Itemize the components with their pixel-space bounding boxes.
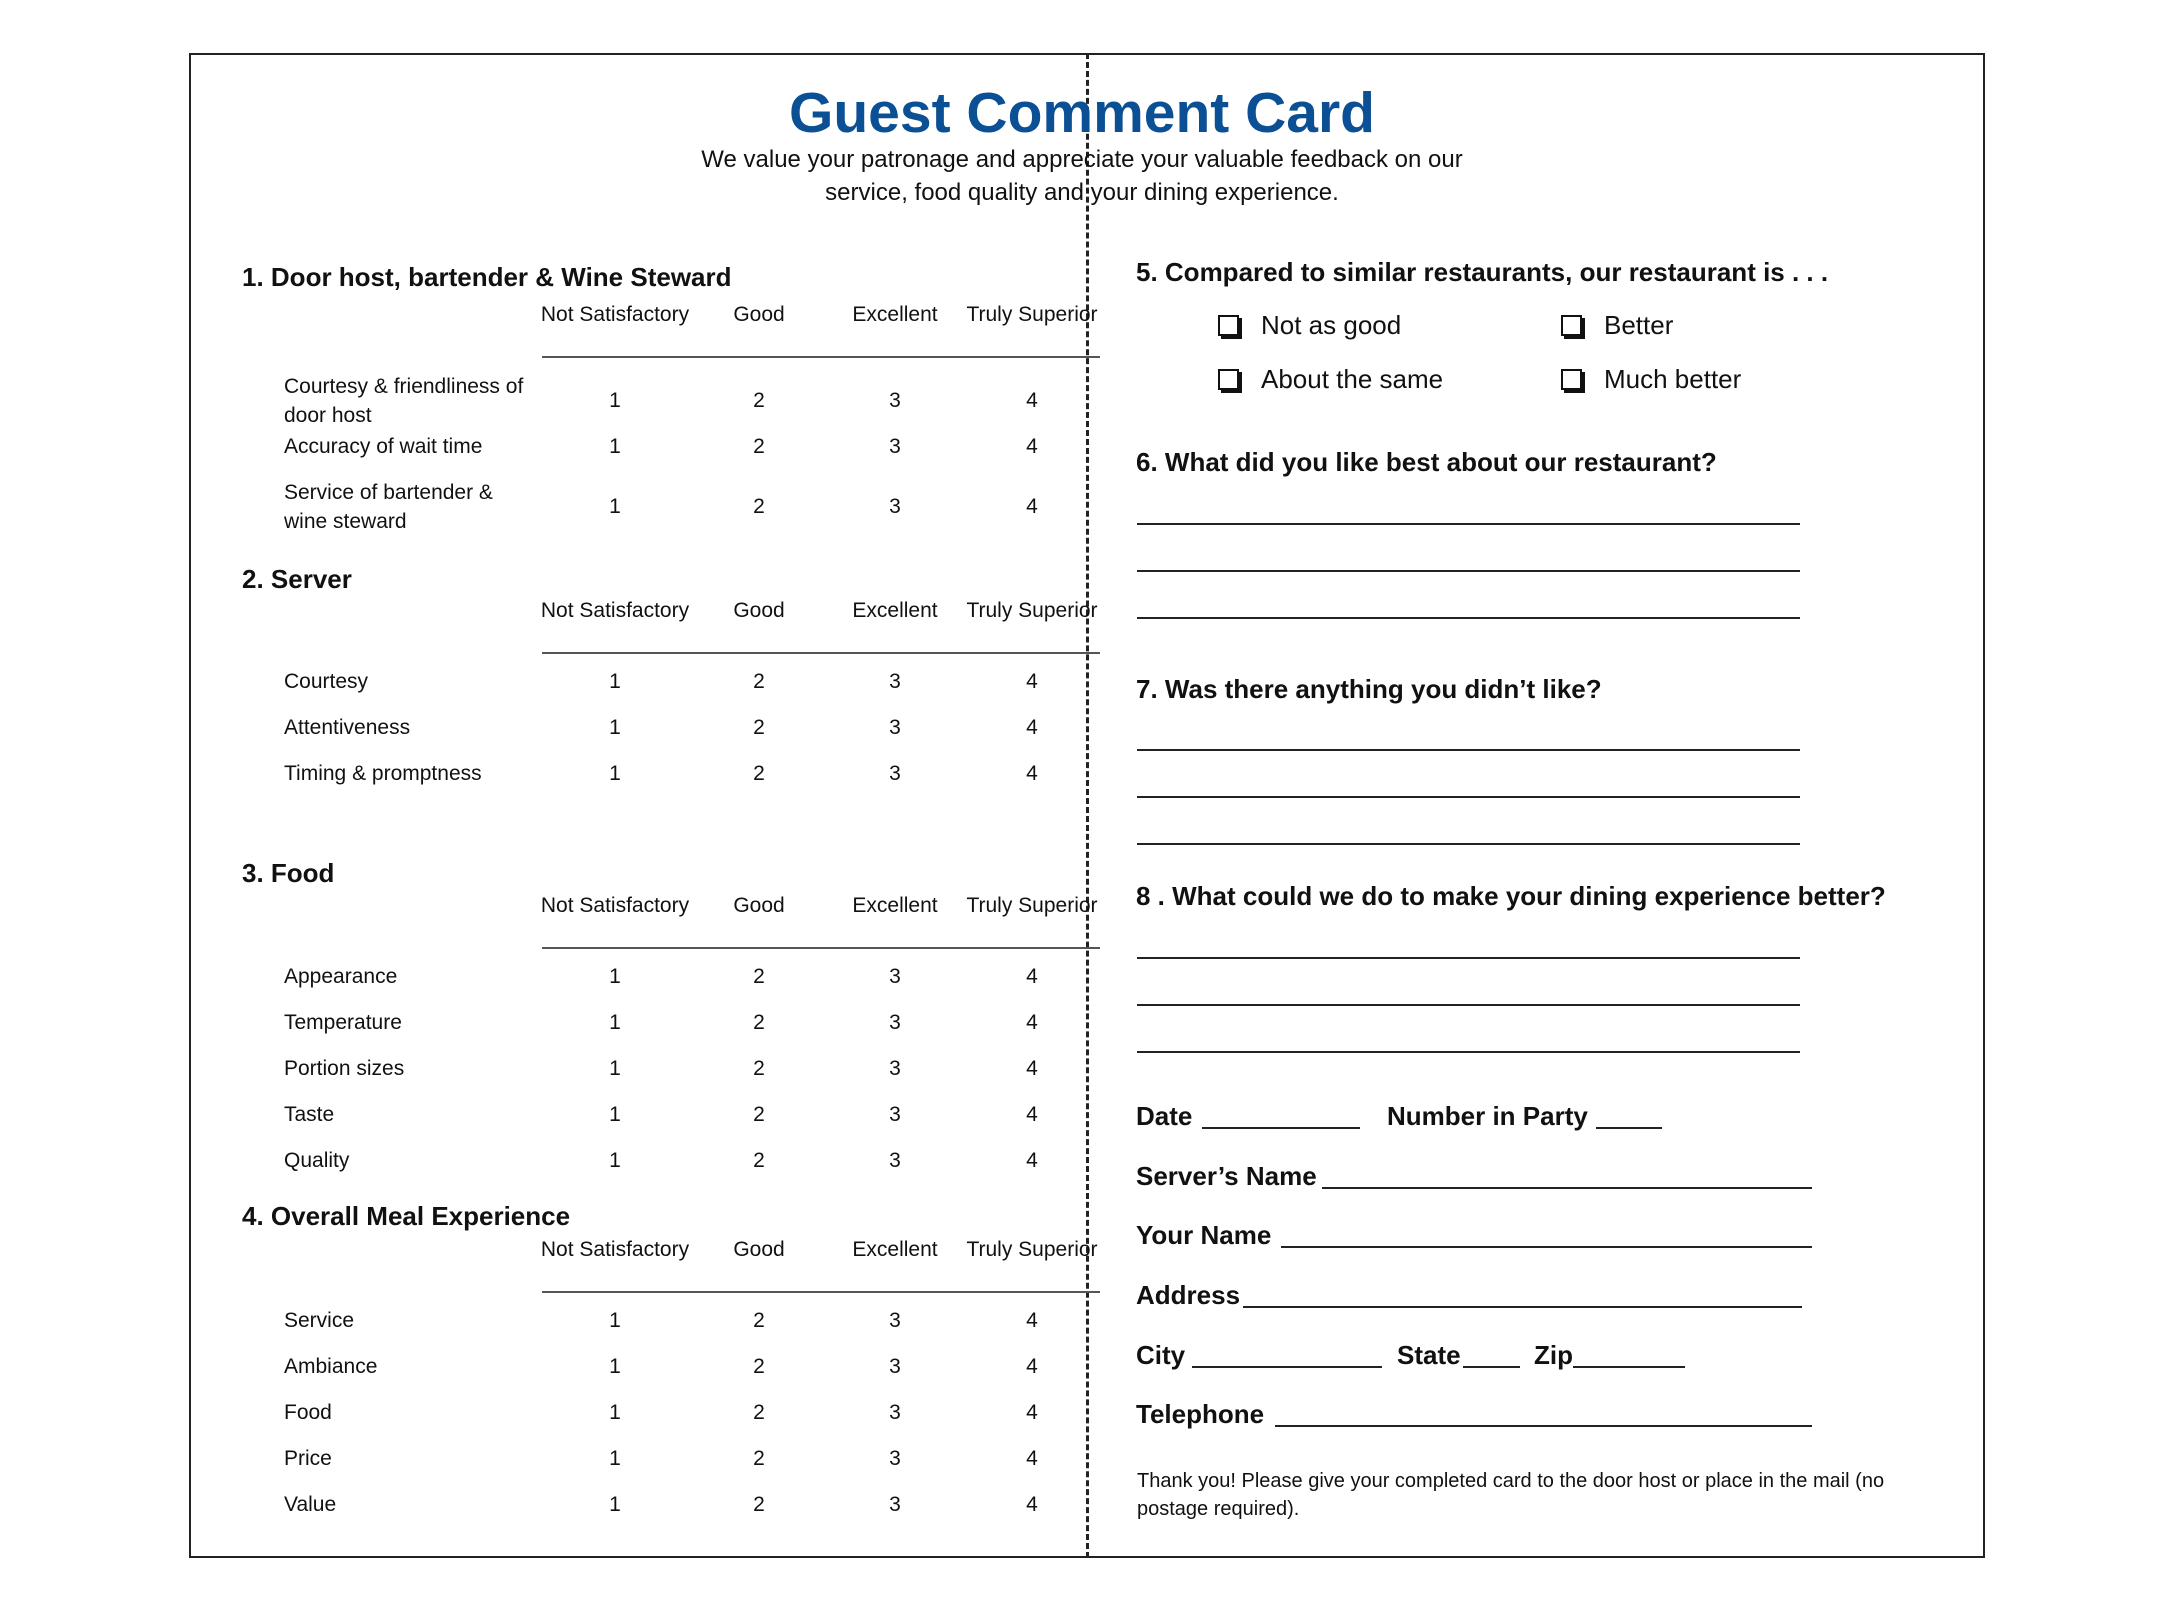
footer-note: Thank you! Please give your completed card to the door host or place in the mail (no postage required). [1137, 1470, 1885, 1520]
rating-item-label: Food [284, 1401, 332, 1424]
rating-option[interactable]: 3 [889, 1309, 901, 1332]
rating-option[interactable]: 4 [1026, 1103, 1038, 1126]
q6-answer-line[interactable] [1137, 570, 1800, 572]
rating-option[interactable]: 4 [1026, 1447, 1038, 1470]
rating-option[interactable]: 2 [753, 716, 765, 739]
card-title: Guest Comment Card [789, 81, 1375, 145]
rating-option[interactable]: 3 [889, 1355, 901, 1378]
header-rule [542, 652, 1100, 654]
rating-option[interactable]: 1 [609, 1355, 621, 1378]
rating-option[interactable]: 2 [753, 389, 765, 412]
rating-option[interactable]: 3 [889, 1447, 901, 1470]
state-label: State [1397, 1340, 1461, 1370]
checkbox-icon[interactable] [1561, 369, 1582, 390]
rating-header: Good [733, 894, 785, 917]
rating-option[interactable]: 3 [889, 716, 901, 739]
rating-option[interactable]: 2 [753, 762, 765, 785]
your-name-label: Your Name [1136, 1220, 1272, 1250]
address-input-line[interactable] [1243, 1306, 1802, 1308]
rating-option[interactable]: 1 [609, 1057, 621, 1080]
rating-header: Excellent [852, 303, 938, 326]
q6-answer-line[interactable] [1137, 617, 1800, 619]
rating-option[interactable]: 4 [1026, 670, 1038, 693]
rating-option[interactable]: 1 [609, 1401, 621, 1424]
rating-item-label: Service [284, 1309, 355, 1332]
rating-option[interactable]: 4 [1026, 1401, 1038, 1424]
rating-option[interactable]: 2 [753, 1493, 765, 1516]
q6-answer-line[interactable] [1137, 523, 1800, 525]
rating-option[interactable]: 4 [1026, 965, 1038, 988]
rating-option[interactable]: 3 [889, 762, 901, 785]
rating-header: Excellent [852, 894, 938, 917]
q5-option-much-better[interactable]: Much better [1561, 363, 1741, 395]
telephone-input-line[interactable] [1275, 1425, 1812, 1427]
rating-header: Excellent [852, 599, 938, 622]
rating-option[interactable]: 3 [889, 1011, 901, 1034]
rating-option[interactable]: 3 [889, 1149, 901, 1172]
card-subtitle: We value your patronage and appreciate your valuable feedback on our service, food quality and your dining experience. [701, 146, 1463, 206]
q7-title: 7. Was there anything you didn’t like? [1136, 674, 1602, 704]
telephone-label: Telephone [1136, 1399, 1265, 1429]
rating-item-label: Price [284, 1447, 332, 1470]
rating-option[interactable]: 3 [889, 1401, 901, 1424]
q8-title: 8 . What could we do to make your dining experience better? [1136, 881, 1886, 911]
rating-option[interactable]: 1 [609, 389, 621, 412]
rating-header: Truly Superior [966, 599, 1098, 622]
rating-option[interactable]: 4 [1026, 1309, 1038, 1332]
rating-item-label: Quality [284, 1149, 350, 1172]
rating-option[interactable]: 3 [889, 1493, 901, 1516]
state-input-line[interactable] [1463, 1366, 1520, 1368]
rating-option[interactable]: 4 [1026, 1011, 1038, 1034]
rating-option[interactable]: 4 [1026, 1355, 1038, 1378]
q5-option-better[interactable]: Better [1561, 309, 1673, 341]
q8-answer-line[interactable] [1137, 957, 1800, 959]
q5-option-not-as-good[interactable]: Not as good [1218, 309, 1401, 341]
rating-option[interactable]: 3 [889, 495, 901, 518]
rating-option[interactable]: 3 [889, 1103, 901, 1126]
q7-answer-line[interactable] [1137, 843, 1800, 845]
rating-item-label: Courtesy [284, 670, 369, 693]
rating-option[interactable]: 1 [609, 1149, 621, 1172]
rating-header: Good [733, 1238, 785, 1261]
rating-option[interactable]: 4 [1026, 1057, 1038, 1080]
checkbox-icon[interactable] [1218, 315, 1239, 336]
rating-item-label: Taste [284, 1103, 335, 1126]
rating-option[interactable]: 1 [609, 670, 621, 693]
rating-header: Truly Superior [966, 303, 1098, 326]
rating-option[interactable]: 2 [753, 670, 765, 693]
rating-option[interactable]: 3 [889, 389, 901, 412]
q8-answer-line[interactable] [1137, 1004, 1800, 1006]
date-input-line[interactable] [1202, 1127, 1360, 1129]
rating-item-label: Temperature [284, 1011, 402, 1034]
rating-option[interactable]: 4 [1026, 762, 1038, 785]
party-label: Number in Party [1387, 1101, 1588, 1131]
rating-item-label: Ambiance [284, 1355, 378, 1378]
rating-header: Excellent [852, 1238, 938, 1261]
q7-answer-line[interactable] [1137, 796, 1800, 798]
rating-option[interactable]: 4 [1026, 716, 1038, 739]
rating-option[interactable]: 1 [609, 1309, 621, 1332]
q7-answer-line[interactable] [1137, 749, 1800, 751]
section-title: 2. Server [242, 564, 352, 594]
rating-header: Not Satisfactory [540, 894, 690, 917]
rating-option[interactable]: 4 [1026, 435, 1038, 458]
rating-header: Truly Superior [966, 894, 1098, 917]
rating-item-label: Accuracy of wait time [284, 435, 483, 458]
rating-option[interactable]: 3 [889, 670, 901, 693]
city-label: City [1136, 1340, 1186, 1370]
rating-option[interactable]: 2 [753, 1057, 765, 1080]
fold-divider [1086, 53, 1089, 1558]
rating-option[interactable]: 2 [753, 1401, 765, 1424]
section-title: 3. Food [242, 858, 335, 888]
section-title: 1. Door host, bartender & Wine Steward [242, 262, 732, 292]
rating-option[interactable]: 4 [1026, 495, 1038, 518]
rating-item-label: Value [284, 1493, 337, 1516]
zip-input-line[interactable] [1573, 1366, 1685, 1368]
rating-option[interactable]: 2 [753, 1355, 765, 1378]
checkbox-icon[interactable] [1561, 315, 1582, 336]
rating-header: Not Satisfactory [540, 303, 690, 326]
rating-option[interactable]: 2 [753, 1103, 765, 1126]
date-label: Date [1136, 1101, 1193, 1131]
server-name-input-line[interactable] [1322, 1187, 1812, 1189]
q5-title: 5. Compared to similar restaurants, our restaurant is . . . [1136, 257, 1829, 287]
rating-option[interactable]: 4 [1026, 1149, 1038, 1172]
rating-option[interactable]: 4 [1026, 389, 1038, 412]
rating-option[interactable]: 1 [609, 1103, 621, 1126]
rating-option[interactable]: 1 [609, 1493, 621, 1516]
rating-option[interactable]: 2 [753, 965, 765, 988]
rating-item-label: Portion sizes [284, 1057, 405, 1080]
rating-option[interactable]: 1 [609, 1011, 621, 1034]
rating-option[interactable]: 1 [609, 762, 621, 785]
q5-option-about-the-same[interactable]: About the same [1218, 363, 1443, 395]
city-input-line[interactable] [1192, 1366, 1382, 1368]
rating-header: Good [733, 303, 785, 326]
rating-option[interactable]: 2 [753, 1149, 765, 1172]
header-rule [542, 947, 1100, 949]
rating-header: Not Satisfactory [540, 1238, 690, 1261]
rating-option[interactable]: 1 [609, 965, 621, 988]
rating-option[interactable]: 1 [609, 495, 621, 518]
your-name-input-line[interactable] [1281, 1246, 1812, 1248]
rating-item-label: Attentiveness [284, 716, 411, 739]
rating-option[interactable]: 3 [889, 965, 901, 988]
rating-option[interactable]: 3 [889, 435, 901, 458]
rating-option[interactable]: 1 [609, 435, 621, 458]
rating-item-label: Service of bartender & wine steward [284, 481, 493, 533]
rating-option[interactable]: 1 [609, 1447, 621, 1470]
rating-option[interactable]: 3 [889, 1057, 901, 1080]
rating-option[interactable]: 2 [753, 1309, 765, 1332]
header-rule [542, 356, 1100, 358]
party-input-line[interactable] [1596, 1127, 1662, 1129]
rating-option[interactable]: 2 [753, 495, 765, 518]
rating-header: Truly Superior [966, 1238, 1098, 1261]
rating-item-label: Timing & promptness [284, 762, 482, 785]
address-label: Address [1136, 1280, 1241, 1310]
rating-option[interactable]: 2 [753, 435, 765, 458]
rating-option[interactable]: 1 [609, 716, 621, 739]
rating-option[interactable]: 4 [1026, 1493, 1038, 1516]
rating-header: Not Satisfactory [540, 599, 690, 622]
rating-option[interactable]: 2 [753, 1447, 765, 1470]
zip-label: Zip [1534, 1340, 1573, 1370]
checkbox-icon[interactable] [1218, 369, 1239, 390]
q8-answer-line[interactable] [1137, 1051, 1800, 1053]
server-name-label: Server’s Name [1136, 1161, 1317, 1191]
section-title: 4. Overall Meal Experience [242, 1201, 571, 1231]
rating-item-label: Appearance [284, 965, 398, 988]
header-rule [542, 1291, 1100, 1293]
rating-header: Good [733, 599, 785, 622]
rating-item-label: Courtesy & friendliness of door host [284, 375, 524, 427]
q6-title: 6. What did you like best about our restaurant? [1136, 447, 1717, 477]
rating-option[interactable]: 2 [753, 1011, 765, 1034]
